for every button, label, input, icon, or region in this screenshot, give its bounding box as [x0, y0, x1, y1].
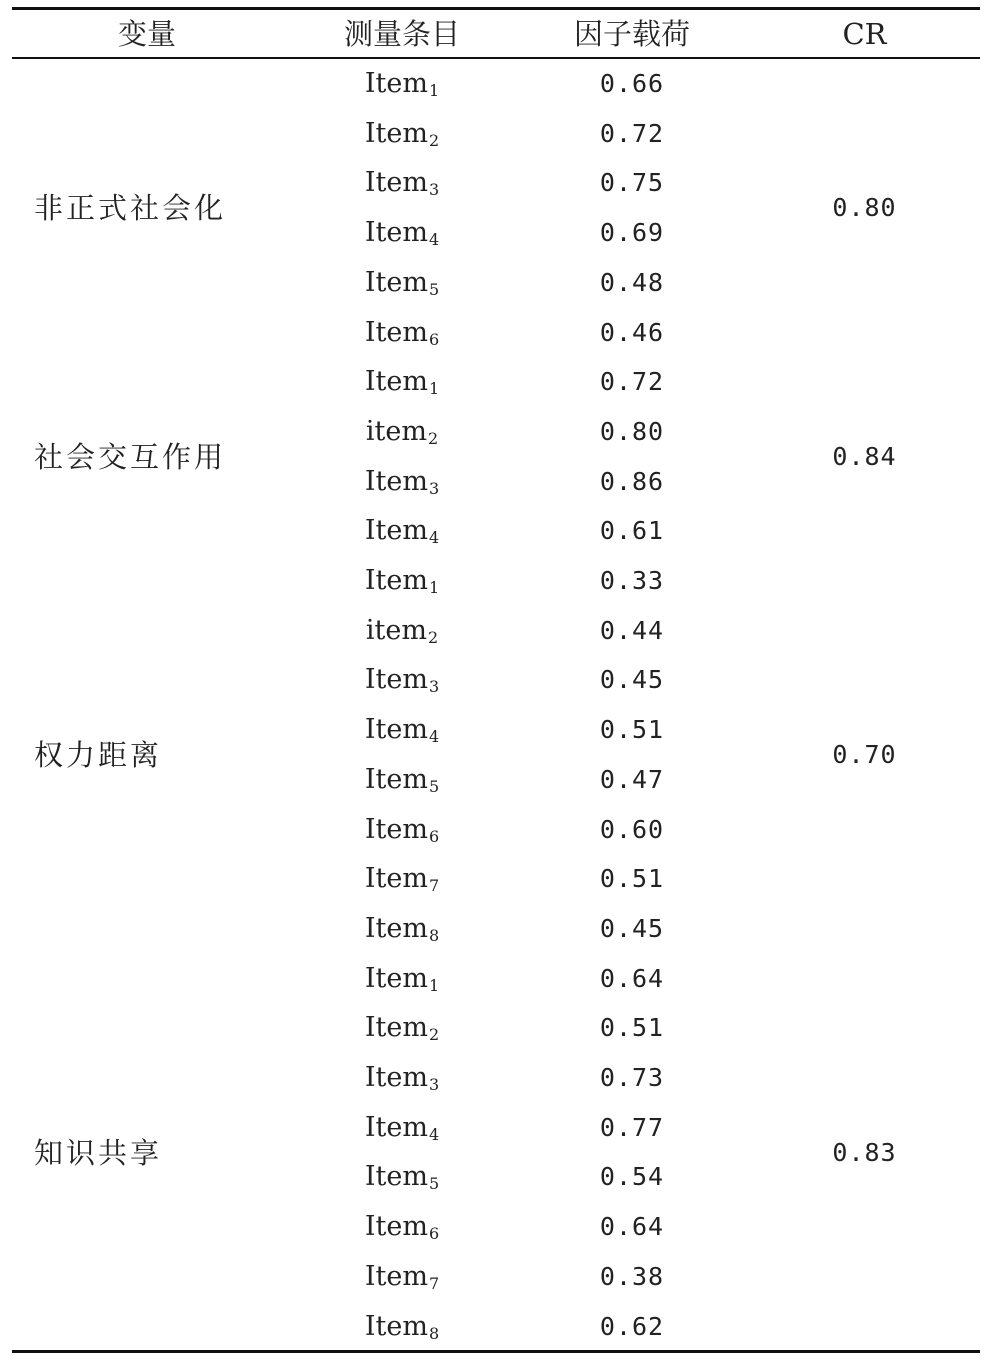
factor-loading-value: 0.77: [599, 1113, 665, 1142]
factor-loading-value: 0.72: [599, 119, 665, 148]
factor-loading-value: 0.51: [599, 864, 665, 893]
item-label: Item: [364, 167, 428, 198]
item-index: 3: [428, 180, 440, 199]
measurement-item: [332, 1005, 472, 1051]
measurement-item: [332, 856, 472, 902]
item-index: 1: [428, 578, 440, 597]
factor-loading-value: 0.86: [599, 467, 665, 496]
measurement-item: [332, 1055, 472, 1101]
factor-loading-value: 0.44: [599, 616, 665, 645]
measurement-item: [332, 807, 472, 853]
cr-value: 0.84: [832, 442, 897, 471]
item-label: Item: [364, 118, 428, 149]
factor-loading-value: 0.60: [599, 815, 665, 844]
factor-loading-value: 0.73: [599, 1063, 665, 1092]
measurement-item: [332, 608, 472, 654]
measurement-item: [332, 409, 472, 455]
header-item: 测量条目: [343, 17, 460, 51]
measurement-item: [332, 558, 472, 604]
item-index: 3: [428, 677, 440, 696]
item-index: 8: [428, 1324, 440, 1343]
item-label: Item: [364, 466, 428, 497]
item-label: Item: [364, 1161, 428, 1192]
item-label: item: [365, 416, 427, 447]
item-index: 8: [428, 926, 440, 945]
measurement-item: [332, 260, 472, 306]
item-label: item: [365, 615, 427, 646]
table-bottom-rule: [12, 1350, 980, 1353]
factor-loading-value: 0.48: [599, 268, 665, 297]
measurement-item: [332, 1105, 472, 1151]
factor-loading-value: 0.75: [599, 168, 665, 197]
item-label: Item: [364, 1012, 428, 1043]
factor-loading-value: 0.61: [599, 516, 665, 545]
item-index: 3: [428, 1075, 440, 1094]
item-index: 6: [428, 827, 440, 846]
measurement-item: [332, 111, 472, 157]
measurement-item: [332, 1304, 472, 1350]
factor-loading-value: 0.80: [599, 417, 665, 446]
item-index: 1: [428, 976, 440, 995]
factor-loading-table: [12, 0, 980, 1360]
item-index: 6: [428, 1224, 440, 1243]
item-label: Item: [364, 68, 428, 99]
variable-name: 社会交互作用: [34, 440, 227, 474]
item-label: Item: [364, 863, 428, 894]
item-label: Item: [364, 1311, 428, 1342]
factor-loading-value: 0.47: [599, 765, 665, 794]
measurement-item: [332, 459, 472, 505]
measurement-item: [332, 210, 472, 256]
cr-value: 0.70: [832, 740, 897, 769]
item-index: 2: [428, 1025, 440, 1044]
variable-name: 非正式社会化: [34, 191, 227, 225]
header-loading: 因子载荷: [573, 17, 690, 51]
item-index: 2: [428, 131, 440, 150]
item-index: 4: [428, 1125, 440, 1144]
table-header-rule: [12, 57, 980, 59]
factor-loading-value: 0.72: [599, 367, 665, 396]
item-label: Item: [364, 1261, 428, 1292]
measurement-item: [332, 1204, 472, 1250]
item-index: 4: [428, 230, 440, 249]
item-index: 7: [428, 876, 440, 895]
measurement-item: [332, 508, 472, 554]
item-label: Item: [364, 764, 428, 795]
measurement-item: [332, 956, 472, 1002]
item-index: 4: [428, 727, 440, 746]
item-index: 7: [428, 1274, 440, 1293]
item-label: Item: [364, 963, 428, 994]
item-label: Item: [364, 515, 428, 546]
item-label: Item: [364, 1112, 428, 1143]
factor-loading-value: 0.64: [599, 964, 665, 993]
header-variable: 变量: [117, 17, 176, 51]
item-label: Item: [364, 317, 428, 348]
measurement-item: [332, 757, 472, 803]
factor-loading-value: 0.33: [599, 566, 665, 595]
measurement-item: [332, 707, 472, 753]
factor-loading-value: 0.69: [599, 218, 665, 247]
item-index: 1: [428, 379, 440, 398]
item-label: Item: [364, 814, 428, 845]
measurement-item: [332, 61, 472, 107]
item-index: 5: [428, 1174, 440, 1193]
factor-loading-value: 0.51: [599, 1013, 665, 1042]
item-label: Item: [364, 913, 428, 944]
item-label: Item: [364, 366, 428, 397]
item-index: 4: [428, 528, 440, 547]
measurement-item: [332, 1154, 472, 1200]
measurement-item: [332, 657, 472, 703]
factor-loading-value: 0.45: [599, 914, 665, 943]
variable-name: 知识共享: [34, 1136, 163, 1170]
measurement-item: [332, 1254, 472, 1300]
item-label: Item: [364, 565, 428, 596]
item-label: Item: [364, 217, 428, 248]
item-index: 5: [428, 777, 440, 796]
measurement-item: [332, 906, 472, 952]
item-label: Item: [364, 714, 428, 745]
measurement-item: [332, 359, 472, 405]
factor-loading-value: 0.62: [599, 1312, 665, 1341]
factor-loading-value: 0.51: [599, 715, 665, 744]
table-top-rule: [12, 7, 980, 10]
factor-loading-value: 0.66: [599, 69, 665, 98]
factor-loading-value: 0.45: [599, 665, 665, 694]
header-cr: CR: [842, 17, 887, 51]
item-index: 1: [428, 81, 440, 100]
item-label: Item: [364, 1211, 428, 1242]
item-index: 6: [428, 330, 440, 349]
item-label: Item: [364, 1062, 428, 1093]
factor-loading-value: 0.46: [599, 318, 665, 347]
item-label: Item: [364, 664, 428, 695]
item-label: Item: [364, 267, 428, 298]
measurement-item: [332, 310, 472, 356]
measurement-item: [332, 160, 472, 206]
factor-loading-value: 0.54: [599, 1162, 665, 1191]
cr-value: 0.83: [832, 1138, 897, 1167]
factor-loading-value: 0.64: [599, 1212, 665, 1241]
cr-value: 0.80: [832, 193, 897, 222]
factor-loading-value: 0.38: [599, 1262, 665, 1291]
item-index: 3: [428, 479, 440, 498]
variable-name: 权力距离: [34, 738, 163, 772]
item-index: 2: [427, 628, 439, 647]
item-index: 2: [427, 429, 439, 448]
item-index: 5: [428, 280, 440, 299]
